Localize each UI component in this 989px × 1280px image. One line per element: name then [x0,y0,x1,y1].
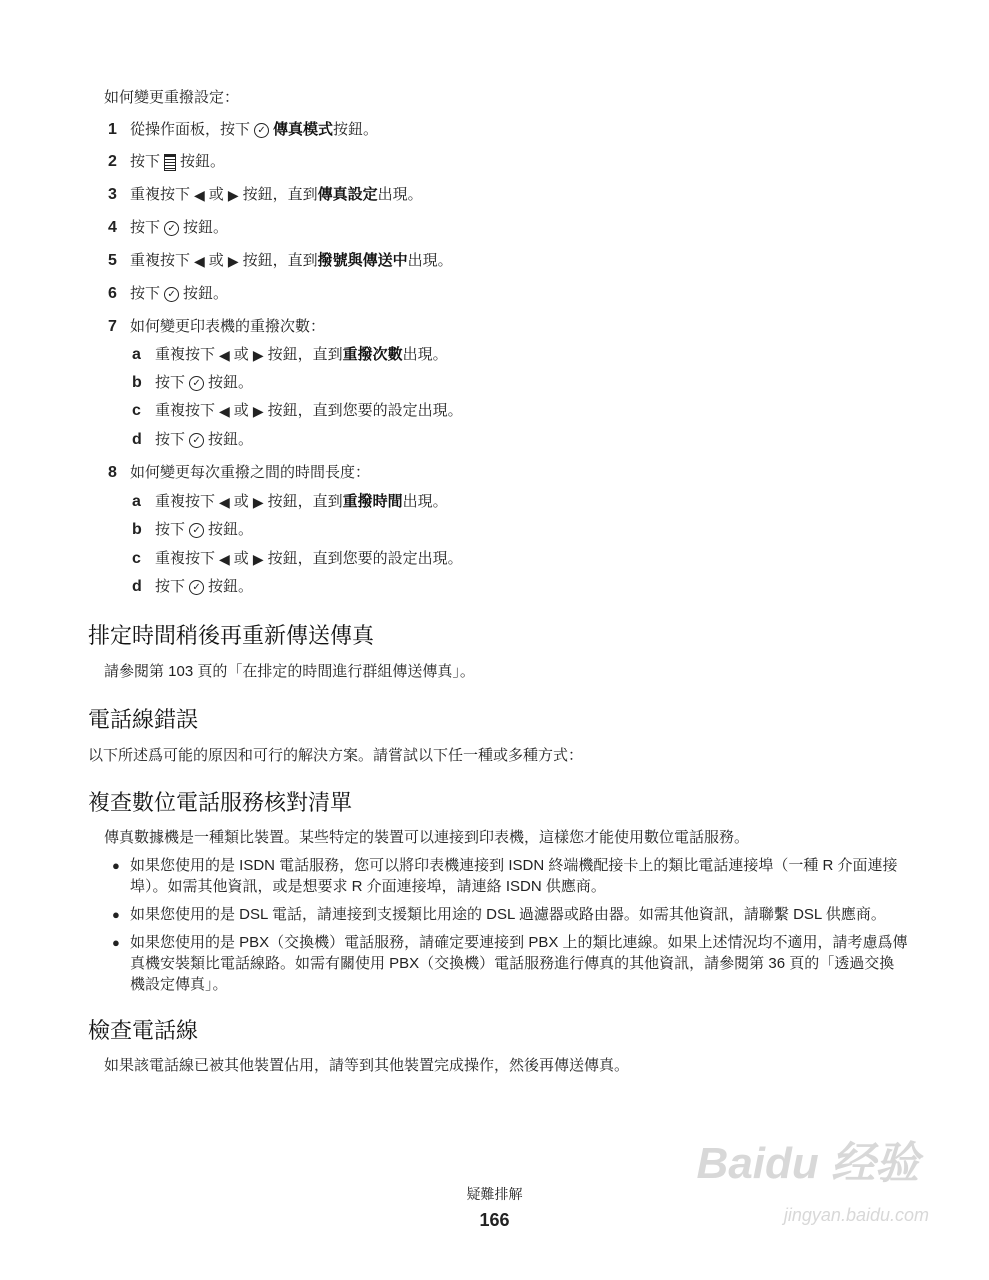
bullet-icon: ● [112,907,120,922]
left-arrow-icon: ◀ [194,187,205,204]
step-mid: 按鈕，直到您要的設定出現。 [267,402,463,419]
bullet-icon: ● [112,935,120,950]
check-icon: ✓ [164,287,179,302]
or-text: 或 [233,346,249,363]
or-text: 或 [233,493,249,510]
step-pre: 重複按下 [155,550,216,567]
step-text [130,251,453,271]
step-text [130,185,423,205]
left-arrow-icon: ◀ [219,551,230,568]
step-text: 如何變更印表機的重撥次數： [130,318,326,335]
check-icon: ✓ [164,221,179,236]
step-text [155,520,253,540]
step-pre: 按下 [155,431,186,448]
step-mid: 按鈕，直到 [242,252,318,269]
or-text: 或 [208,186,224,203]
section-heading: 電話線錯誤 [88,707,199,732]
step-post: 按鈕。 [208,521,254,538]
right-arrow-icon: ▶ [252,494,264,511]
left-arrow-icon: ◀ [219,403,230,420]
check-icon: ✓ [254,123,269,138]
check-icon: ✓ [189,580,204,595]
step-number: 6 [108,285,117,302]
step-bold-term: 重撥次數 [342,346,403,363]
step-mid: 按鈕，直到 [242,186,318,203]
substep-letter: d [132,578,142,595]
page-number: 166 [479,1210,510,1230]
step-bold-term: 傳真模式 [273,121,334,138]
step-text [130,152,225,172]
watermark-logo: Baidu 经验 [696,1139,919,1188]
intro-text: 如何變更重撥設定： [104,89,240,106]
step-post: 出現。 [377,186,423,203]
check-icon: ✓ [189,523,204,538]
check-icon: ✓ [189,433,204,448]
check-icon: ✓ [189,376,204,391]
step-pre: 從操作面板，按下 [130,121,251,138]
step-pre: 重複按下 [130,252,191,269]
step-text [155,401,463,421]
step-post: 按鈕。 [208,578,254,595]
section-heading: 排定時間稍後再重新傳送傳真 [88,623,375,648]
step-pre: 重複按下 [155,402,216,419]
section-text: 如果該電話線已被其他裝置佔用，請等到其他裝置完成操作，然後再傳送傳真。 [104,1057,630,1074]
substep-letter: c [132,402,141,419]
step-text [155,373,253,393]
right-arrow-icon: ▶ [227,187,239,204]
substep-letter: b [132,521,142,538]
watermark-url: jingyan.baidu.com [783,1205,929,1225]
step-mid: 按鈕，直到 [267,493,343,510]
step-text [130,120,378,140]
step-number: 7 [108,318,117,335]
right-arrow-icon: ▶ [252,403,264,420]
section-text: 請參閱第 103 頁的「在排定的時間進行群組傳送傳真」。 [104,663,475,680]
step-post: 按鈕。 [183,285,229,302]
step-pre: 按下 [130,219,161,236]
step-post: 按鈕。 [208,431,254,448]
section-text: 傳真數據機是一種類比裝置。某些特定的裝置可以連接到印表機，這樣您才能使用數位電話服務。 [104,829,750,846]
step-text [155,492,448,512]
step-post: 按鈕。 [180,153,226,170]
section-heading: 複查數位電話服務核對清單 [88,790,353,815]
step-bold-term: 重撥時間 [342,493,403,510]
step-post: 出現。 [402,346,448,363]
bullet-icon: ● [112,858,120,873]
right-arrow-icon: ▶ [252,347,264,364]
step-pre: 重複按下 [155,493,216,510]
or-text: 或 [233,402,249,419]
substep-letter: c [132,550,141,567]
step-mid: 按鈕，直到 [267,346,343,363]
left-arrow-icon: ◀ [194,253,205,270]
bullet-item [88,904,908,925]
substep-letter: b [132,374,142,391]
step-post: 按鈕。 [333,121,379,138]
step-text: 如何變更每次重撥之間的時間長度： [130,464,371,481]
step-text [130,218,228,238]
section-text: 以下所述爲可能的原因和可行的解決方案。請嘗試以下任一種或多種方式： [88,747,584,764]
step-text [155,430,253,450]
substep-letter: a [132,346,141,363]
footer-section: 疑難排解 [466,1186,523,1202]
left-arrow-icon: ◀ [219,494,230,511]
bullet-text: 如果您使用的是 PBX（交換機）電話服務，請確定要連接到 PBX 上的類比連線。如果上述情況均不適用，請考慮爲傳真機安裝類比電話線路。如需有關使用 PBX（交換機）電話服務進行傳真的其他資訊，請參閱第 36 頁的「透過交換機設定傳真」。 [130,934,908,993]
step-pre: 按下 [155,521,186,538]
menu-icon [164,154,176,171]
step-number: 1 [108,121,117,138]
or-text: 或 [208,252,224,269]
flow-content [88,855,908,1076]
right-arrow-icon: ▶ [227,253,239,270]
step-number: 8 [108,464,117,481]
step-mid: 按鈕，直到您要的設定出現。 [267,550,463,567]
step-text [155,549,463,569]
step-pre: 按下 [130,285,161,302]
or-text: 或 [233,550,249,567]
bullet-item [88,932,908,995]
step-post: 按鈕。 [183,219,229,236]
step-post: 按鈕。 [208,374,254,391]
step-number: 5 [108,252,117,269]
right-arrow-icon: ▶ [252,551,264,568]
step-text [155,345,448,365]
step-pre: 按下 [130,153,161,170]
step-number: 4 [108,219,117,236]
step-bold-term: 撥號與傳送中 [317,252,408,269]
step-pre: 按下 [155,578,186,595]
substep-letter: d [132,431,142,448]
step-text [130,284,228,304]
substep-letter: a [132,493,141,510]
step-pre: 重複按下 [130,186,191,203]
step-pre: 按下 [155,374,186,391]
bullet-text: 如果您使用的是 ISDN 電話服務，您可以將印表機連接到 ISDN 終端機配接卡上的類比電話連接埠（一種 R 介面連接埠）。如需其他資訊，或是想要求 R 介面連接埠，請連絡 ISDN 供應商。 [130,857,898,895]
left-arrow-icon: ◀ [219,347,230,364]
section-heading: 檢查電話線 [88,1018,199,1043]
step-post: 出現。 [407,252,453,269]
step-number: 3 [108,186,117,203]
step-number: 2 [108,153,117,170]
step-bold-term: 傳真設定 [317,186,378,203]
step-pre: 重複按下 [155,346,216,363]
step-text [155,577,253,597]
bullet-text: 如果您使用的是 DSL 電話，請連接到支援類比用途的 DSL 過濾器或路由器。如需其他資訊，請聯繫 DSL 供應商。 [130,906,886,923]
step-post: 出現。 [402,493,448,510]
bullet-item [88,855,908,897]
